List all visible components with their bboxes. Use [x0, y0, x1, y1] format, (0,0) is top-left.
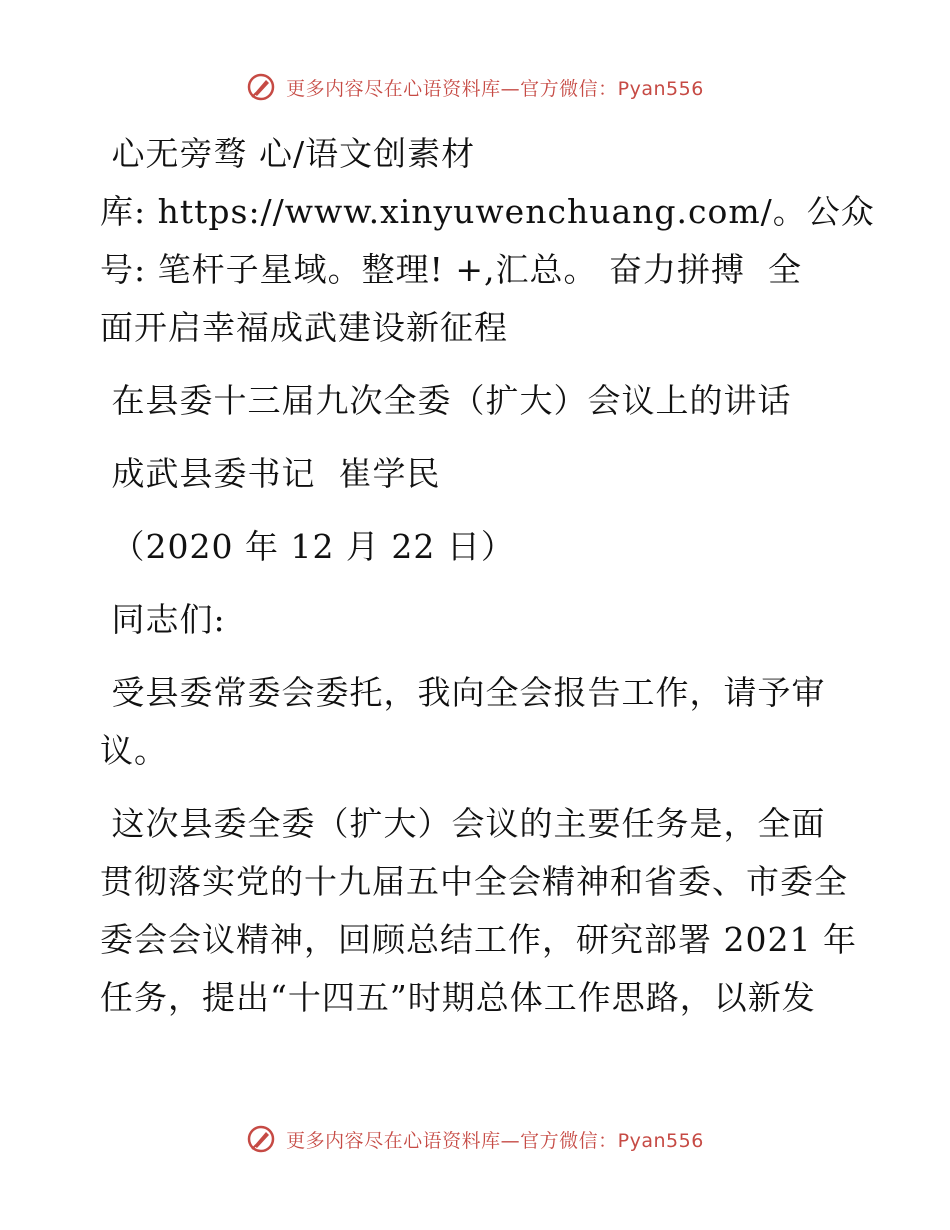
quill-logo-icon	[246, 1124, 276, 1154]
text-line: 这次县委全委（扩大）会议的主要任务是，全面	[100, 804, 826, 843]
watermark-text: 更多内容尽在心语资料库—官方微信：Pyan556	[286, 1129, 704, 1152]
text-line: 心无旁骛 心/语文创素材	[100, 134, 476, 173]
text-line: 库: https://www.xinyuwenchuang.com/。公众	[100, 192, 875, 231]
speaker-line: 成武县委书记 崔学民	[100, 454, 441, 493]
text-line: 受县委常委会委托，我向全会报告工作，请予审	[100, 673, 826, 712]
footer-watermark	[0, 1124, 950, 1154]
text-line: 委会会议精神，回顾总结工作，研究部署 2021 年	[100, 920, 857, 959]
text-line: 贯彻落实党的十九届五中全会精神和省委、市委全	[100, 862, 848, 901]
quill-logo-icon	[246, 72, 276, 102]
text-line: 面开启幸福成武建设新征程	[100, 308, 508, 347]
text-line: 任务，提出“十四五”时期总体工作思路，以新发	[100, 978, 816, 1017]
salutation: 同志们:	[100, 600, 226, 639]
text-line: 议。	[100, 731, 168, 770]
header-watermark	[0, 72, 950, 102]
speech-title: 在县委十三届九次全委（扩大）会议上的讲话	[100, 381, 792, 420]
watermark-text: 更多内容尽在心语资料库—官方微信：Pyan556	[286, 77, 704, 100]
document-body	[100, 125, 875, 1027]
text-line: 号: 笔杆子星域。整理! +,汇总。 奋力拼搏 全	[100, 250, 802, 289]
date-line: （2020 年 12 月 22 日）	[100, 527, 515, 566]
